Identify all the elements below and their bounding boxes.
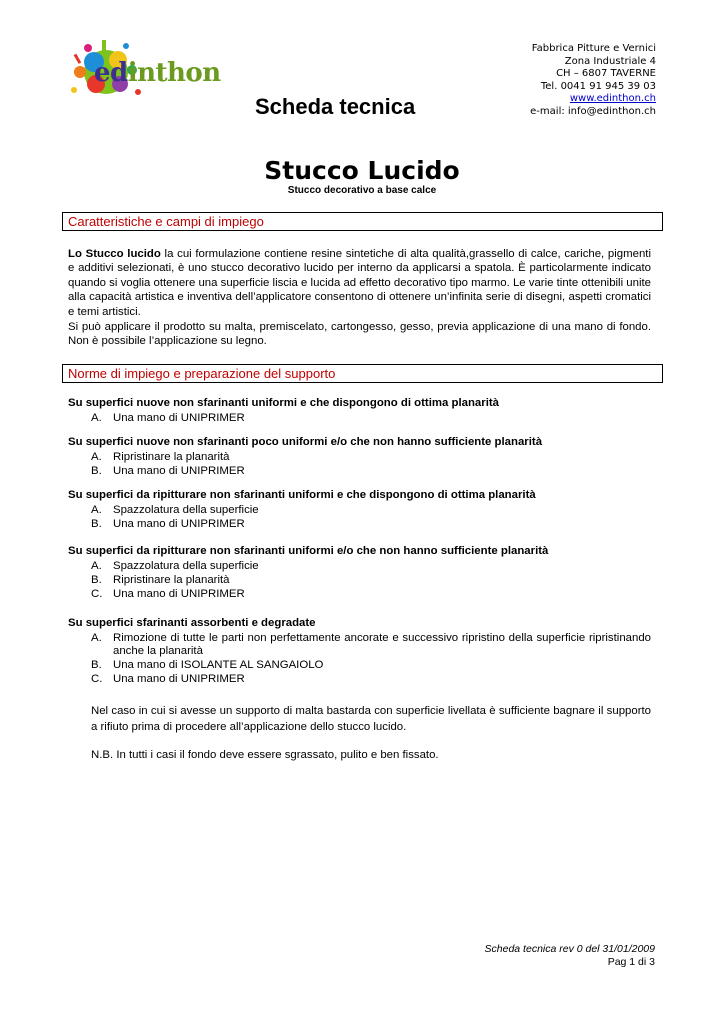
section1-paragraph — [68, 247, 651, 319]
list-item — [91, 659, 651, 672]
company-info — [530, 43, 656, 118]
revision-info: Scheda tecnica rev 0 del 31/01/2009 — [484, 943, 655, 955]
section1-paragraph-text: la cui formulazione contiene resine sintetiche di alta qualità,grassello di calce, cariche, pigmenti e additivi selezionati, è uno stucco decorativo lucido per interno da applicarsi a spatola. È particolarmente indicato quando si voglia ottenere una superficie liscia e lucida ad effetto decorativo tipo marmo. Le varie tinte ottenibili unite alla capacità artistica e inventiva dell’applicatore consentono di ottenere un’infinita serie di disegni, aspetti cromatici e temi artistici. — [68, 248, 651, 318]
company-website-link[interactable]: www.edinthon.ch — [569, 93, 656, 104]
group-heading: Su superfici nuove non sfarinanti poco uniformi e/o che non hanno sufficiente planarità — [68, 436, 543, 448]
list-item-text: Una mano di UNIPRIMER — [113, 518, 245, 530]
list-item — [91, 673, 651, 686]
list-item — [91, 632, 651, 657]
logo-wordmark-prefix: ed — [94, 58, 128, 88]
company-address: Zona Industriale 4 — [564, 55, 656, 67]
logo-wordmark — [94, 58, 221, 88]
section1-paragraph-2: Si può applicare il prodotto su malta, premiscelato, cartongesso, gesso, previa applicazione di una mano di fondo. Non è possibile l’applicazione su legno. — [68, 321, 651, 348]
section-heading-characteristics: Caratteristiche e campi di impiego — [62, 212, 663, 231]
company-email: e-mail: info@edinthon.ch — [530, 105, 656, 117]
list-item-letter: A. — [91, 560, 102, 572]
list-item — [91, 465, 651, 478]
list-item-text: Una mano di ISOLANTE AL SANGAIOLO — [113, 659, 324, 671]
product-subtitle: Stucco decorativo a base calce — [287, 185, 437, 196]
list-item-text: Ripristinare la planarità — [113, 451, 230, 463]
list-item-text: Una mano di UNIPRIMER — [113, 673, 245, 685]
list-item — [91, 560, 651, 573]
list-item — [91, 518, 651, 531]
list-item-letter: C. — [91, 673, 103, 685]
group-heading: Su superfici da ripitturare non sfarinanti uniformi e che dispongono di ottima planarità — [68, 489, 536, 501]
nb-paragraph: N.B. In tutti i casi il fondo deve essere sgrassato, pulito e ben fissato. — [91, 749, 439, 761]
note-paragraph: Nel caso in cui si avesse un supporto di malta bastarda con superficie livellata è sufficiente bagnare il supporto a rifiuto prima di procedere all’applicazione dello stucco lucido. — [91, 705, 651, 733]
company-city: CH – 6807 TAVERNE — [556, 68, 656, 79]
page-number: Pag 1 di 3 — [607, 956, 655, 968]
list-item-letter: A. — [91, 504, 102, 516]
list-item-text: Spazzolatura della superficie — [113, 504, 259, 516]
sheet-title: Scheda tecnica — [255, 94, 416, 119]
list-item-text: Rimozione di tutte le parti non perfettamente ancorate e successivo ripristino della superficie ripristinando anche la planarità — [113, 632, 651, 657]
list-item-letter: C. — [91, 588, 103, 600]
section-heading-preparation: Norme di impiego e preparazione del supporto — [62, 364, 663, 383]
list-item-letter: B. — [91, 659, 102, 671]
list-item-text: Una mano di UNIPRIMER — [113, 465, 245, 477]
list-item-letter: B. — [91, 465, 102, 477]
group-heading: Su superfici da ripitturare non sfarinanti uniformi e/o che non hanno sufficiente planarità — [68, 545, 549, 557]
list-item-text: Una mano di UNIPRIMER — [113, 412, 245, 424]
group-heading: Su superfici nuove non sfarinanti uniformi e che dispongono di ottima planarità — [68, 397, 499, 409]
list-item-letter: A. — [91, 412, 102, 424]
product-name: Lo Stucco lucido — [68, 248, 161, 260]
list-item-text: Ripristinare la planarità — [113, 574, 230, 586]
company-tel: Tel. 0041 91 945 39 03 — [540, 80, 656, 92]
list-item — [91, 504, 651, 517]
list-item-letter: A. — [91, 451, 102, 463]
product-title: Stucco Lucido — [264, 156, 460, 185]
group-heading: Su superfici sfarinanti assorbenti e degradate — [68, 617, 316, 629]
list-item-letter: A. — [91, 632, 102, 644]
company-name: Fabbrica Pitture e Vernici — [531, 43, 656, 54]
logo-wordmark-suffix: inthon — [127, 58, 221, 88]
list-item — [91, 412, 651, 425]
list-item-letter: B. — [91, 574, 102, 586]
list-item — [91, 588, 651, 601]
list-item-text: Una mano di UNIPRIMER — [113, 588, 245, 600]
list-item — [91, 574, 651, 587]
page-footer — [485, 943, 655, 969]
list-item — [91, 451, 651, 464]
list-item-letter: B. — [91, 518, 102, 530]
list-item-text: Spazzolatura della superficie — [113, 560, 259, 572]
